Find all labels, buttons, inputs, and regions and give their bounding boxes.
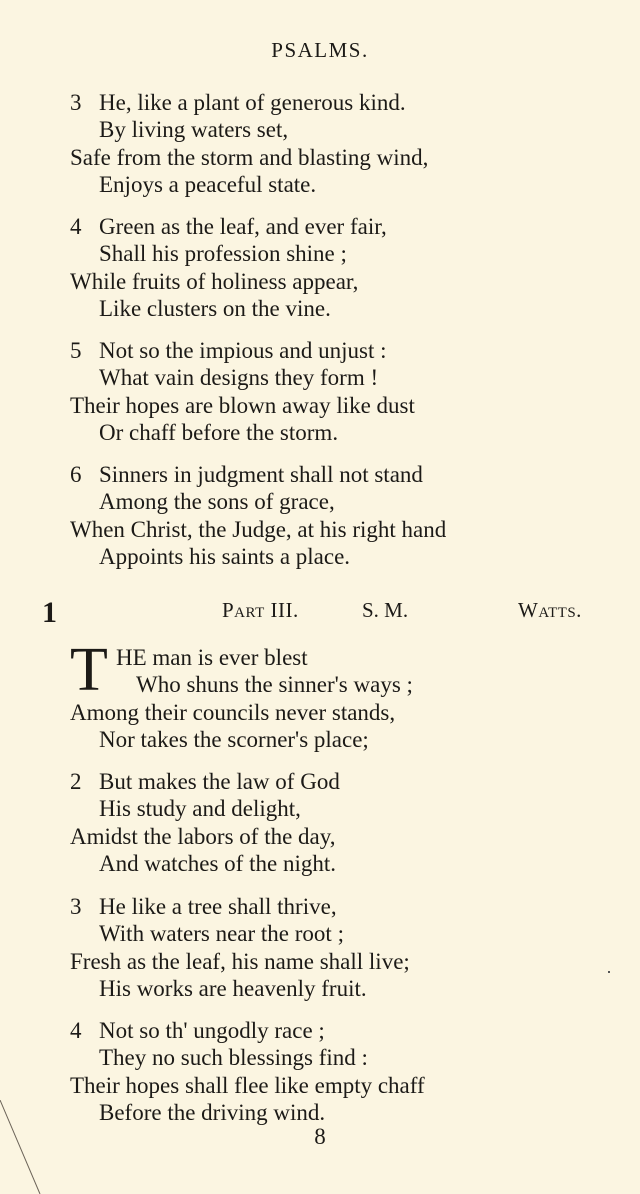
verse-line: By living waters set,	[99, 117, 289, 143]
verse-line: Or chaff before the storm.	[99, 419, 339, 445]
verse-line: While fruits of holiness appear,	[70, 268, 359, 294]
hymn-part: Part III.	[222, 598, 299, 622]
page-edge-mark	[0, 1100, 60, 1194]
stanza-6	[70, 461, 630, 570]
verse-line: HE man is ever blest	[116, 645, 308, 670]
ink-speck	[608, 971, 610, 973]
verse-line: Safe from the storm and blasting wind,	[70, 144, 429, 170]
stanza-5	[70, 337, 630, 446]
verse-line: He, like a plant of generous kind.	[99, 90, 406, 115]
drop-cap: T	[70, 636, 108, 704]
verse-line: Appoints his saints a place.	[99, 543, 351, 569]
verse-line: Their hopes are blown away like dust	[70, 392, 415, 418]
page-number: 8	[314, 1124, 326, 1149]
verse-line: His study and delight,	[99, 796, 301, 822]
verse-line: Sinners in judgment shall not stand	[99, 462, 423, 487]
verse-line: His works are heavenly fruit.	[99, 975, 367, 1001]
verse-line: Like clusters on the vine.	[99, 295, 331, 321]
hymn-meter: S. M.	[362, 598, 409, 622]
verse-line: Among the sons of grace,	[99, 489, 335, 515]
verse-line: When Christ, the Judge, at his right hand	[70, 516, 447, 542]
verse-line: With waters near the root ;	[99, 921, 344, 947]
verse-line: Enjoys a peaceful state.	[99, 171, 317, 197]
verse-line: What vain designs they form !	[99, 365, 379, 391]
stanza-4b	[70, 1017, 630, 1126]
verse-line: Among their councils never stands,	[70, 699, 396, 725]
hymn-heading	[0, 596, 640, 632]
hymn-number: 1	[42, 596, 57, 629]
verse-line: Not so th' ungodly race ;	[99, 1018, 325, 1043]
verse-number: 5	[70, 338, 82, 363]
verse-number: 3	[70, 894, 82, 919]
verse-number: 4	[70, 214, 82, 239]
stanza-3b	[70, 893, 630, 1002]
verse-line: But makes the law of God	[99, 769, 340, 794]
verse-number: 3	[70, 90, 82, 115]
stanza-4	[70, 213, 630, 322]
verse-line: Nor takes the scorner's place;	[99, 726, 369, 752]
verse-number: 2	[70, 769, 82, 794]
stanza-2	[70, 768, 630, 877]
verse-line: Green as the leaf, and ever fair,	[99, 214, 387, 239]
running-header: PSALMS.	[271, 38, 369, 62]
verse-line: He like a tree shall thrive,	[99, 894, 337, 919]
verse-line: Their hopes shall flee like empty chaff	[70, 1072, 425, 1098]
hymn-author: Watts.	[518, 598, 582, 622]
verse-line: Before the driving wind.	[99, 1099, 326, 1125]
verse-line: Fresh as the leaf, his name shall live;	[70, 948, 410, 974]
verse-line: Amidst the labors of the day,	[70, 823, 336, 849]
verse-line: Who shuns the sinner's ways ;	[136, 672, 413, 698]
verse-line: And watches of the night.	[99, 850, 336, 876]
verse-line: They no such blessings find :	[99, 1045, 368, 1071]
verse-number: 4	[70, 1018, 82, 1043]
verse-number: 6	[70, 462, 82, 487]
verse-line: Not so the impious and unjust :	[99, 338, 387, 363]
verse-line: Shall his profession shine ;	[99, 241, 347, 267]
stanza-1	[70, 636, 630, 753]
stanza-3	[70, 89, 630, 198]
